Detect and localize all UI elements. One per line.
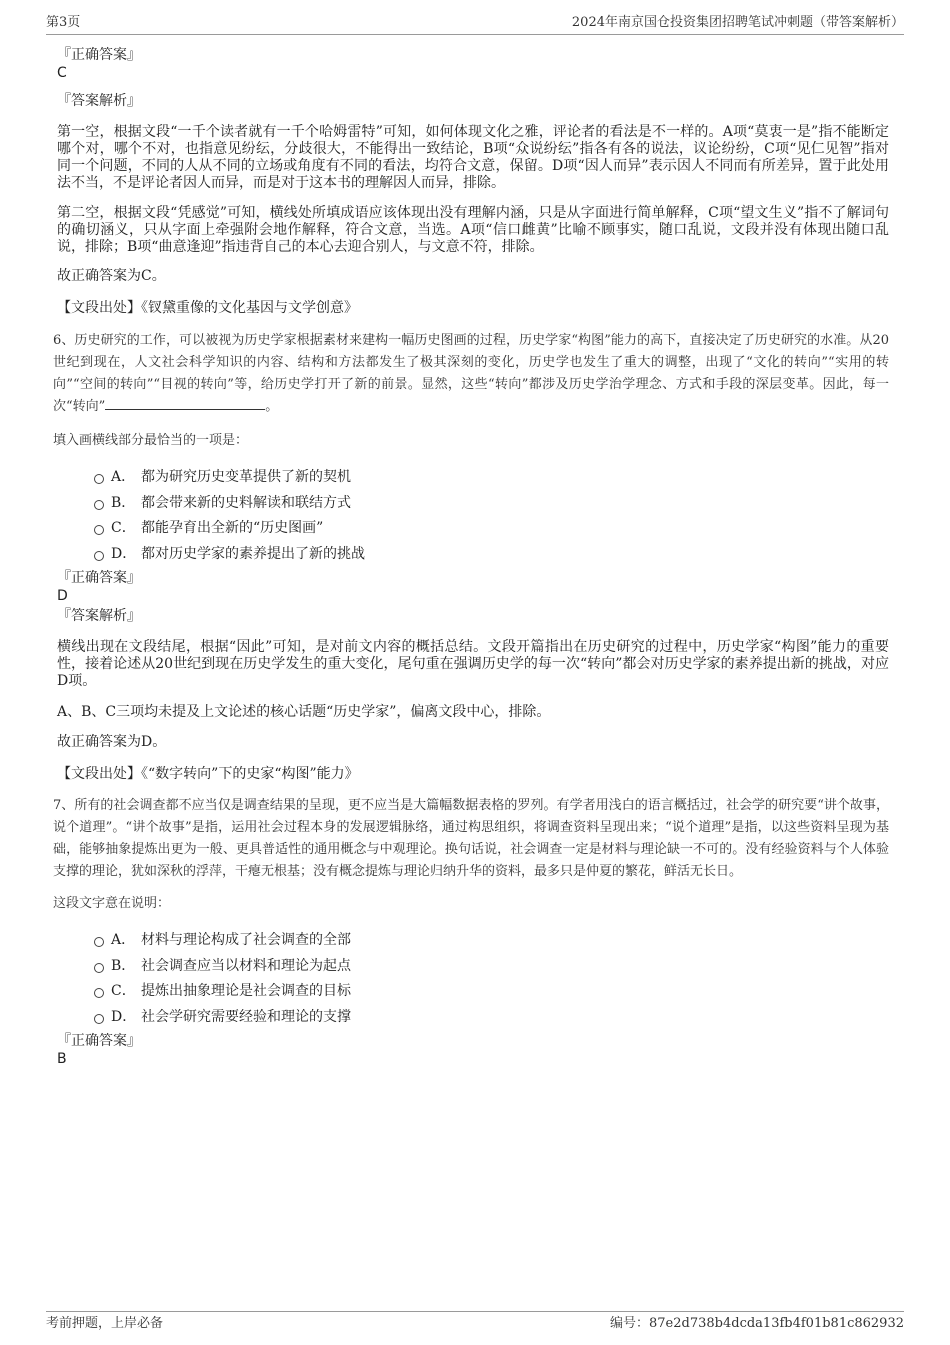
- question-prompt: 这段文字意在说明：: [53, 896, 171, 911]
- analysis-paragraph: 横线出现在文段结尾，根据“因此”可知，是对前文内容的概括总结。文段开篇指出在历史研究的过程中，历史学家“构图”能力的重要性，接着论述从20世纪到现在历史学发生的重大变化，尾句重在强调历史学的每一次“转向”都会对历史学家的素养提出新的挑战，对应D项。: [57, 639, 889, 689]
- prev-answer-block: [57, 46, 889, 317]
- document-code: 编号：87e2d738b4dcda13fb4f01b81c862932: [610, 1316, 904, 1331]
- answer-label: 『正确答案』: [57, 570, 141, 586]
- option-d[interactable]: D． 都对历史学家的素养提出了新的挑战: [53, 544, 889, 570]
- option-a[interactable]: A． 都为研究历史变革提供了新的契机: [53, 467, 889, 493]
- footer-slogan: 考前押题，上岸必备: [46, 1316, 164, 1331]
- page-header: [46, 14, 904, 35]
- options-list: [53, 930, 889, 1032]
- radio-button[interactable]: [94, 500, 104, 510]
- conclusion: 故正确答案为C。: [57, 268, 166, 284]
- question-7: [53, 795, 889, 1032]
- answer-value: C: [57, 65, 67, 81]
- question-6: [53, 330, 889, 569]
- radio-button[interactable]: [94, 551, 104, 561]
- q6-answer-block: [57, 569, 889, 783]
- question-stem: 7、所有的社会调查都不应当仅是调查结果的呈现，更不应当是大篇幅数据表格的罗列。有学者用浅白的语言概括过，社会学的研究要“讲个故事，说个道理”。“讲个故事”是指，运用社会过程本身的发展逻辑脉络，通过构思组织，将调查资料呈现出来；“说个道理”是指，以这些资料呈现为基础，能够抽象提炼出更为一般、更具普适性的通用概念与中观理论。换句话说，社会调查一定是材料与理论缺一不可的。没有经验资料与个人体验支撑的理论，犹如深秋的浮萍，干瘪无根基；没有概念提炼与理论归纳升华的资料，最多只是仲夏的繁花，鲜活无长日。: [53, 798, 889, 879]
- answer-blank: [105, 397, 265, 410]
- document-title: 2024年南京国仓投资集团招聘笔试冲刺题（带答案解析）: [571, 15, 904, 30]
- page-footer: [46, 1311, 904, 1336]
- page-number: 第3页: [46, 15, 81, 30]
- conclusion: 故正确答案为D。: [57, 734, 167, 750]
- q7-answer-block: [57, 1032, 889, 1068]
- radio-button[interactable]: [94, 988, 104, 998]
- answer-value: D: [57, 588, 68, 604]
- radio-button[interactable]: [94, 937, 104, 947]
- radio-button[interactable]: [94, 963, 104, 973]
- source-citation: 【文段出处】《“数字转向”下的史家“构图”能力》: [57, 766, 359, 782]
- option-b[interactable]: B． 都会带来新的史料解读和联结方式: [53, 493, 889, 519]
- analysis-label: 『答案解析』: [57, 608, 141, 624]
- answer-label: 『正确答案』: [57, 47, 141, 63]
- analysis-paragraph: 第一空，根据文段“一千个读者就有一千个哈姆雷特”可知，如何体现文化之雅，评论者的看法是不一样的。A项“莫衷一是”指不能断定哪个对，哪个不对，也指意见纷纭，分歧很大，不能得出一致结论，B项“众说纷纭”指各有各的说法，议论纷纷，C项“见仁见智”指对同一个问题，不同的人从不同的立场或角度有不同的看法，均符合文意，保留。D项“因人而异”表示因人不同而有所差异，置于此处用法不当，不是评论者因人而异，而是对于这本书的理解因人而异，排除。: [57, 124, 889, 191]
- analysis-label: 『答案解析』: [57, 93, 141, 109]
- question-prompt: 填入画横线部分最恰当的一项是：: [53, 433, 249, 448]
- option-a[interactable]: A． 材料与理论构成了社会调查的全部: [53, 930, 889, 956]
- answer-label: 『正确答案』: [57, 1033, 141, 1049]
- radio-button[interactable]: [94, 525, 104, 535]
- options-list: [53, 467, 889, 569]
- source-citation: 【文段出处】《钗黛重像的文化基因与文学创意》: [57, 300, 358, 316]
- option-d[interactable]: D． 社会学研究需要经验和理论的支撑: [53, 1007, 889, 1033]
- question-stem: 6、历史研究的工作，可以被视为历史学家根据素材来建构一幅历史图画的过程，历史学家“构图”能力的高下，直接决定了历史研究的水准。从20世纪到现在，人文社会科学知识的内容、结构和方法都发生了极其深刻的变化，历史学也发生了重大的调整，出现了“文化的转向”“实用的转向”“空间的转向”“目视的转向”等，给历史学打开了新的前景。显然，这些“转向”都涉及历史学治学理念、方式和手段的深层变革。因此，每一次“转向” 。: [53, 333, 889, 414]
- analysis-paragraph: 第二空，根据文段“凭感觉”可知，横线处所填成语应该体现出没有理解内涵，只是从字面进行简单解释，C项“望文生义”指不了解词句的确切涵义，只从字面上牵强附会地作解释，符合文意，当选。A项“信口雌黄”比喻不顾事实，随口乱说，文段并没有体现出随口乱说，排除；B项“曲意逢迎”指违背自己的本心去迎合别人，与文意不符，排除。: [57, 205, 889, 255]
- option-c[interactable]: C． 提炼出抽象理论是社会调查的目标: [53, 981, 889, 1007]
- option-c[interactable]: C． 都能孕育出全新的“历史图画”: [53, 518, 889, 544]
- radio-button[interactable]: [94, 1014, 104, 1024]
- analysis-paragraph: A、B、C三项均未提及上文论述的核心话题“历史学家”，偏离文段中心，排除。: [57, 704, 551, 720]
- document-body: [53, 46, 889, 1068]
- answer-value: B: [57, 1051, 67, 1067]
- radio-button[interactable]: [94, 474, 104, 484]
- option-b[interactable]: B． 社会调查应当以材料和理论为起点: [53, 956, 889, 982]
